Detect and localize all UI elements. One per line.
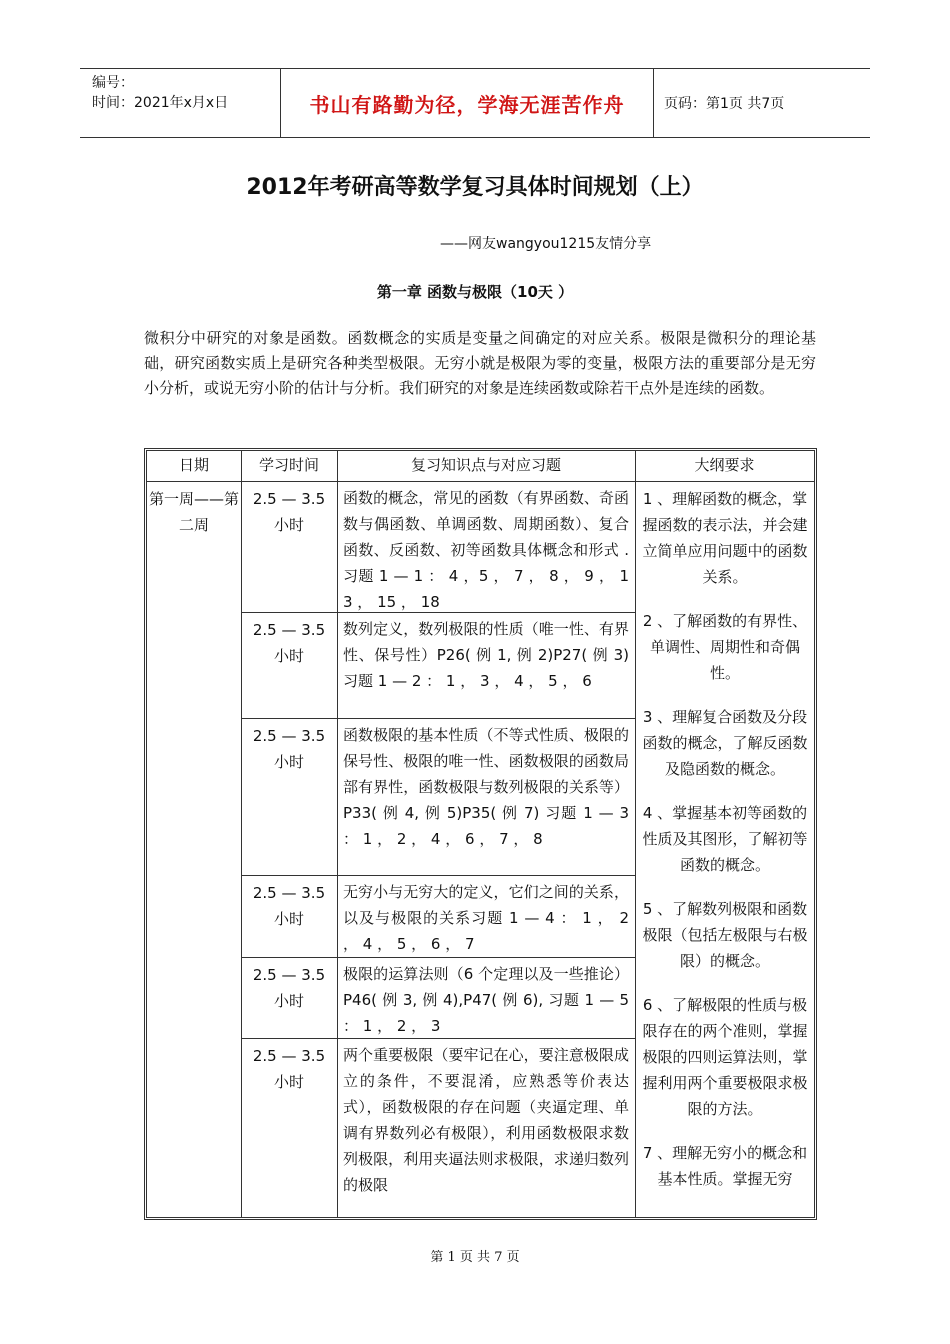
header-date: 日期 xyxy=(178,456,209,474)
requirement-item: 7 、理解无穷小的概念和基本性质。掌握无穷 xyxy=(642,1144,808,1188)
header-topics: 复习知识点与对应习题 xyxy=(410,456,561,474)
table-row-time: 2.5 — 3.5 小时 xyxy=(252,490,326,534)
requirements-cell xyxy=(636,482,814,1217)
table-row-time: 2.5 — 3.5 小时 xyxy=(252,966,326,1010)
requirement-item: 2 、了解函数的有界性、单调性、周期性和奇偶性。 xyxy=(642,612,808,682)
table-row-topic: 无穷小与无穷大的定义，它们之间的关系，以及与极限的关系习题 1 — 4 ： 1 ， 2 ， 4 ， 5 ， 6 ， 7 xyxy=(343,883,629,953)
intro-paragraph: 微积分中研究的对象是函数。函数概念的实质是变量之间确定的对应关系。极限是微积分的理论基础，研究函数实质上是研究各种类型极限。无穷小就是极限为零的变量，极限方法的重要部分是无穷小分析，或说无穷小阶的估计与分析。我们研究的对象是连续函数或除若干点外是连续的函数。 xyxy=(144,329,816,397)
time-line: 时间：2021年x月x日 xyxy=(92,95,229,111)
code-label: 编号： xyxy=(92,75,134,91)
header-motto: 书山有路勤为径，学海无涯苦作舟 xyxy=(280,69,654,137)
header-page-info: 页码：第1页 共7页 xyxy=(664,96,785,112)
requirement-item: 6 、了解极限的性质与极限存在的两个准则，掌握极限的四则运算法则，掌握利用两个重要极限求极限的方法。 xyxy=(642,996,808,1118)
header-requirements: 大纲要求 xyxy=(694,456,755,474)
page-title: 2012年考研高等数学复习具体时间规划（上） xyxy=(246,175,704,200)
table-row-time: 2.5 — 3.5 小时 xyxy=(252,1047,326,1091)
schedule-table xyxy=(144,448,817,1220)
table-row-time: 2.5 — 3.5 小时 xyxy=(252,884,326,928)
requirement-item: 4 、掌握基本初等函数的性质及其图形，了解初等函数的概念。 xyxy=(642,804,808,874)
table-row-topic: 数列定义，数列极限的性质（唯一性、有界性、保号性）P26( 例 1, 例 2)P27( 例 3) 习题 1 — 2 ： 1 ， 3 ， 4 ， 5 ， 6 xyxy=(343,620,629,690)
page-subtitle: ——网友wangyou1215友情分享 xyxy=(440,236,652,252)
requirement-item: 3 、理解复合函数及分段函数的概念，了解反函数及隐函数的概念。 xyxy=(642,708,808,778)
table-row-time: 2.5 — 3.5 小时 xyxy=(252,621,326,665)
page-footer: 第 1 页 共 7 页 xyxy=(430,1250,520,1265)
header-meta xyxy=(80,69,280,137)
page-header xyxy=(80,68,870,138)
table-row-topic: 函数极限的基本性质（不等式性质、极限的保号性、极限的唯一性、函数极限的函数局部有界性，函数极限与数列极限的关系等） P33( 例 4, 例 5)P35( 例 7) 习题 1 — 3 ： 1 ， 2 ， 4 ， 6 ， 7 ， 8 xyxy=(343,726,629,848)
requirement-item: 5 、了解数列极限和函数极限（包括左极限与右极限）的概念。 xyxy=(642,900,808,970)
header-study-time: 学习时间 xyxy=(258,456,319,474)
table-row-topic: 两个重要极限（要牢记在心，要注意极限成立的条件，不要混淆，应熟悉等价表达式），函数极限的存在问题（夹逼定理、单调有界数列必有极限），利用函数极限求数列极限，利用夹逼法则求极限，求递归数列的极限 xyxy=(343,1046,629,1194)
table-row-topic: 极限的运算法则（6 个定理以及一些推论）P46( 例 3, 例 4),P47( 例 6), 习题 1 — 5 ： 1 ， 2 ， 3 xyxy=(343,965,629,1035)
date-cell: 第一周——第二周 xyxy=(149,490,240,534)
table-row-time: 2.5 — 3.5 小时 xyxy=(252,727,326,771)
table-row-topic: 函数的概念，常见的函数（有界函数、奇函数与偶函数、单调函数、周期函数）、复合函数、反函数、初等函数具体概念和形式 . 习题 1 — 1 ： 4 ，5 ， 7 ， 8 ， 9 ， 13 ， 15 ， 18 xyxy=(343,489,629,611)
chapter-heading: 第一章 函数与极限（10天 ） xyxy=(376,283,574,301)
requirement-item: 1 、理解函数的概念，掌握函数的表示法，并会建立简单应用问题中的函数关系。 xyxy=(642,490,808,586)
